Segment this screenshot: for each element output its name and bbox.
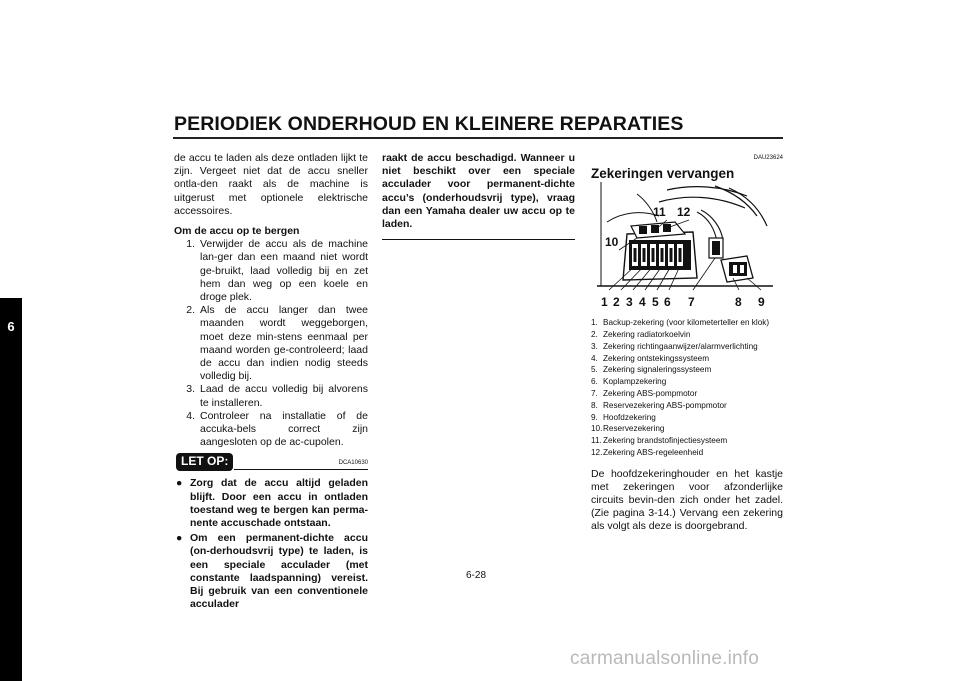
callout-1: 1 <box>601 295 608 309</box>
caption-text: Zekering radiatorkoelvin <box>603 330 691 339</box>
caption-number: 12. <box>591 447 603 457</box>
callout-3: 3 <box>626 295 633 309</box>
step-text: Controleer na installatie of de accuka-bels correct zijn aangesloten op de ac-cupolen. <box>200 409 368 449</box>
caption-number: 5. <box>591 365 598 375</box>
caption-item <box>591 412 783 424</box>
caption-item <box>591 329 783 341</box>
list-item <box>174 383 368 409</box>
notice-continuation: raakt de accu beschadigd. Wanneer u niet beschikt over een speciale acculader voor permanent-dichte accu’s (onderhoudsvrij type), vraag dan een Yamaha dealer uw accu op te laden. <box>382 152 575 231</box>
caption-item <box>591 341 783 353</box>
section-code: DAU23624 <box>753 155 783 161</box>
page-number: 6-28 <box>466 570 487 581</box>
column-left <box>174 152 368 612</box>
intro-paragraph: de accu te laden als deze ontladen lijkt te zijn. Vergeet niet dat de accu sneller ontla-den raakt als de machine is uitgerust met optionele elektrische accessoires. <box>174 152 368 217</box>
list-item <box>174 410 368 450</box>
list-item <box>174 304 368 383</box>
caption-text: Zekering richtingaanwijzer/alarmverlichting <box>603 341 758 351</box>
caption-text: Zekering ontstekingssysteem <box>603 353 710 363</box>
caption-text: Reservezekering <box>603 424 665 434</box>
fuse-body-paragraph: De hoofdzekeringhouder en het kastje met zekeringen voor afzonderlijke circuits bevin-den zich onder het zadel. (Zie pagina 3-14.) Vervang een zekering als volgt als deze is doorgebrand. <box>591 467 783 532</box>
step-text: Als de accu langer dan twee maanden wordt weggeborgen, moet deze min-stens eenmaal per maand worden ge-controleerd; laad de accu dan indien nodig steeds volledig bij. <box>200 304 368 383</box>
callout-8: 8 <box>735 295 742 309</box>
caption-number: 8. <box>591 400 598 410</box>
column-middle <box>382 152 575 240</box>
caption-text: Zekering ABS-regeleenheid <box>603 447 704 457</box>
section-title: Zekeringen vervangen <box>591 166 735 181</box>
callout-6: 6 <box>664 295 671 309</box>
chapter-tab <box>0 298 22 681</box>
callout-5: 5 <box>652 295 659 309</box>
caption-number: 2. <box>591 330 598 339</box>
step-number: 2. <box>186 304 195 317</box>
caption-item <box>591 317 783 329</box>
caption-item <box>591 353 783 365</box>
notice-badge: LET OP: <box>176 453 233 470</box>
bullet-icon: ● <box>176 532 183 545</box>
callout-11: 11 <box>653 205 666 220</box>
page-title: PERIODIEK ONDERHOUD EN KLEINERE REPARATIES <box>174 113 684 135</box>
header-rule <box>173 137 783 139</box>
notice-end-rule <box>382 239 575 240</box>
notice-rule <box>234 469 368 470</box>
fuse-box-drawing <box>597 182 773 308</box>
storage-subheading: Om de accu op te bergen <box>174 225 300 238</box>
caption-number: 3. <box>591 341 598 351</box>
caption-item <box>591 376 783 388</box>
figure-caption-list <box>591 317 783 459</box>
caption-text: Reservezekering ABS-pompmotor <box>603 400 727 410</box>
caption-item <box>591 388 783 400</box>
fuse-box-illustration <box>597 182 773 308</box>
caption-item <box>591 435 783 447</box>
caption-number: 1. <box>591 318 598 328</box>
chapter-number: 6 <box>7 319 15 334</box>
caption-text: Koplampzekering <box>603 377 667 387</box>
caption-text: Zekering ABS-pompmotor <box>603 388 698 398</box>
callout-12: 12 <box>677 205 691 220</box>
caption-item <box>591 364 783 376</box>
caption-number: 4. <box>591 353 598 363</box>
caption-number: 7. <box>591 388 598 398</box>
column-right <box>591 152 783 533</box>
caption-text: Zekering signaleringssysteem <box>603 365 712 375</box>
step-number: 1. <box>186 238 195 251</box>
step-number: 3. <box>186 383 195 396</box>
caption-number: 9. <box>591 412 598 422</box>
notice-header <box>174 453 368 475</box>
callout-7: 7 <box>688 295 695 309</box>
bullet-icon: ● <box>176 477 183 490</box>
caption-item <box>591 400 783 412</box>
bullet-text: Om een permanent-dichte accu (on-derhoudsvrij type) te laden, is een speciale acculader (met constante laadspanning) vereist. Bij gebruik van een conventionele acculader <box>190 532 368 611</box>
caption-item <box>591 447 783 459</box>
callout-2: 2 <box>613 295 620 309</box>
step-number: 4. <box>186 409 195 422</box>
watermark: carmanualsonline.info <box>570 648 760 669</box>
step-text: Verwijder de accu als de machine lan-ger dan een maand niet wordt ge-bruikt, laad volledig bij en zet hem dan weg op een koele en droge plek. <box>200 238 368 304</box>
caption-number: 6. <box>591 377 598 387</box>
caption-number: 11. <box>591 436 602 446</box>
caption-text: Backup-zekering (voor kilometerteller en klok) <box>603 318 770 328</box>
callout-10: 10 <box>605 235 619 250</box>
caption-item <box>591 423 783 435</box>
callout-9: 9 <box>758 295 765 309</box>
notice-code: DCA10630 <box>338 460 368 467</box>
list-item <box>174 238 368 304</box>
caption-text: Hoofdzekering <box>603 412 656 422</box>
callout-4: 4 <box>639 295 646 309</box>
bullet-text: Zorg dat de accu altijd geladen blijft. Door een accu in ontladen toestand weg te bergen kan perma-nente accuschade ontstaan. <box>190 477 368 530</box>
caption-number: 10. <box>591 424 603 434</box>
caption-text: Zekering brandstofinjectiesysteem <box>603 436 728 446</box>
step-text: Laad de accu volledig bij alvorens te installeren. <box>200 383 368 409</box>
list-item <box>174 532 368 611</box>
list-item <box>174 477 368 530</box>
